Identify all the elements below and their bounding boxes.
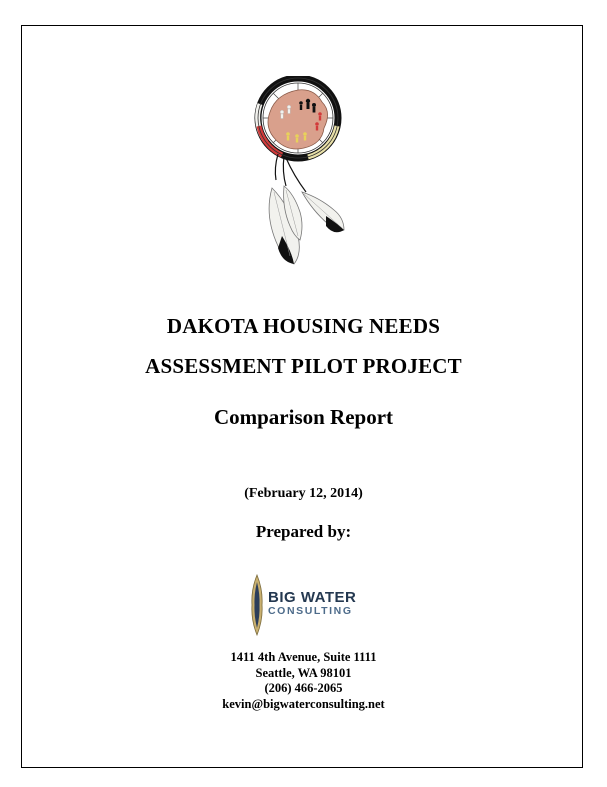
company-logo [268,590,356,618]
address-street: 1411 4th Avenue, Suite 1111 [230,650,377,664]
prepared-by-label: Prepared by: [255,522,352,541]
report-title-line1: DAKOTA HOUSING NEEDS [166,314,441,338]
report-subtitle: Comparison Report [213,405,394,429]
paddle-icon [250,574,264,636]
logo-name-line2: CONSULTING [268,605,353,617]
report-title-line2: ASSESSMENT PILOT PROJECT [145,354,462,378]
address-city: Seattle, WA 98101 [255,665,352,680]
logo-name-line1: BIG WATER [268,589,357,606]
contact-address [0,650,607,712]
report-date: (February 12, 2014) [244,486,363,501]
dreamcatcher-icon [242,76,354,278]
address-phone: (206) 466-2065 [264,681,343,695]
address-email: kevin@bigwaterconsulting.net [222,696,385,711]
